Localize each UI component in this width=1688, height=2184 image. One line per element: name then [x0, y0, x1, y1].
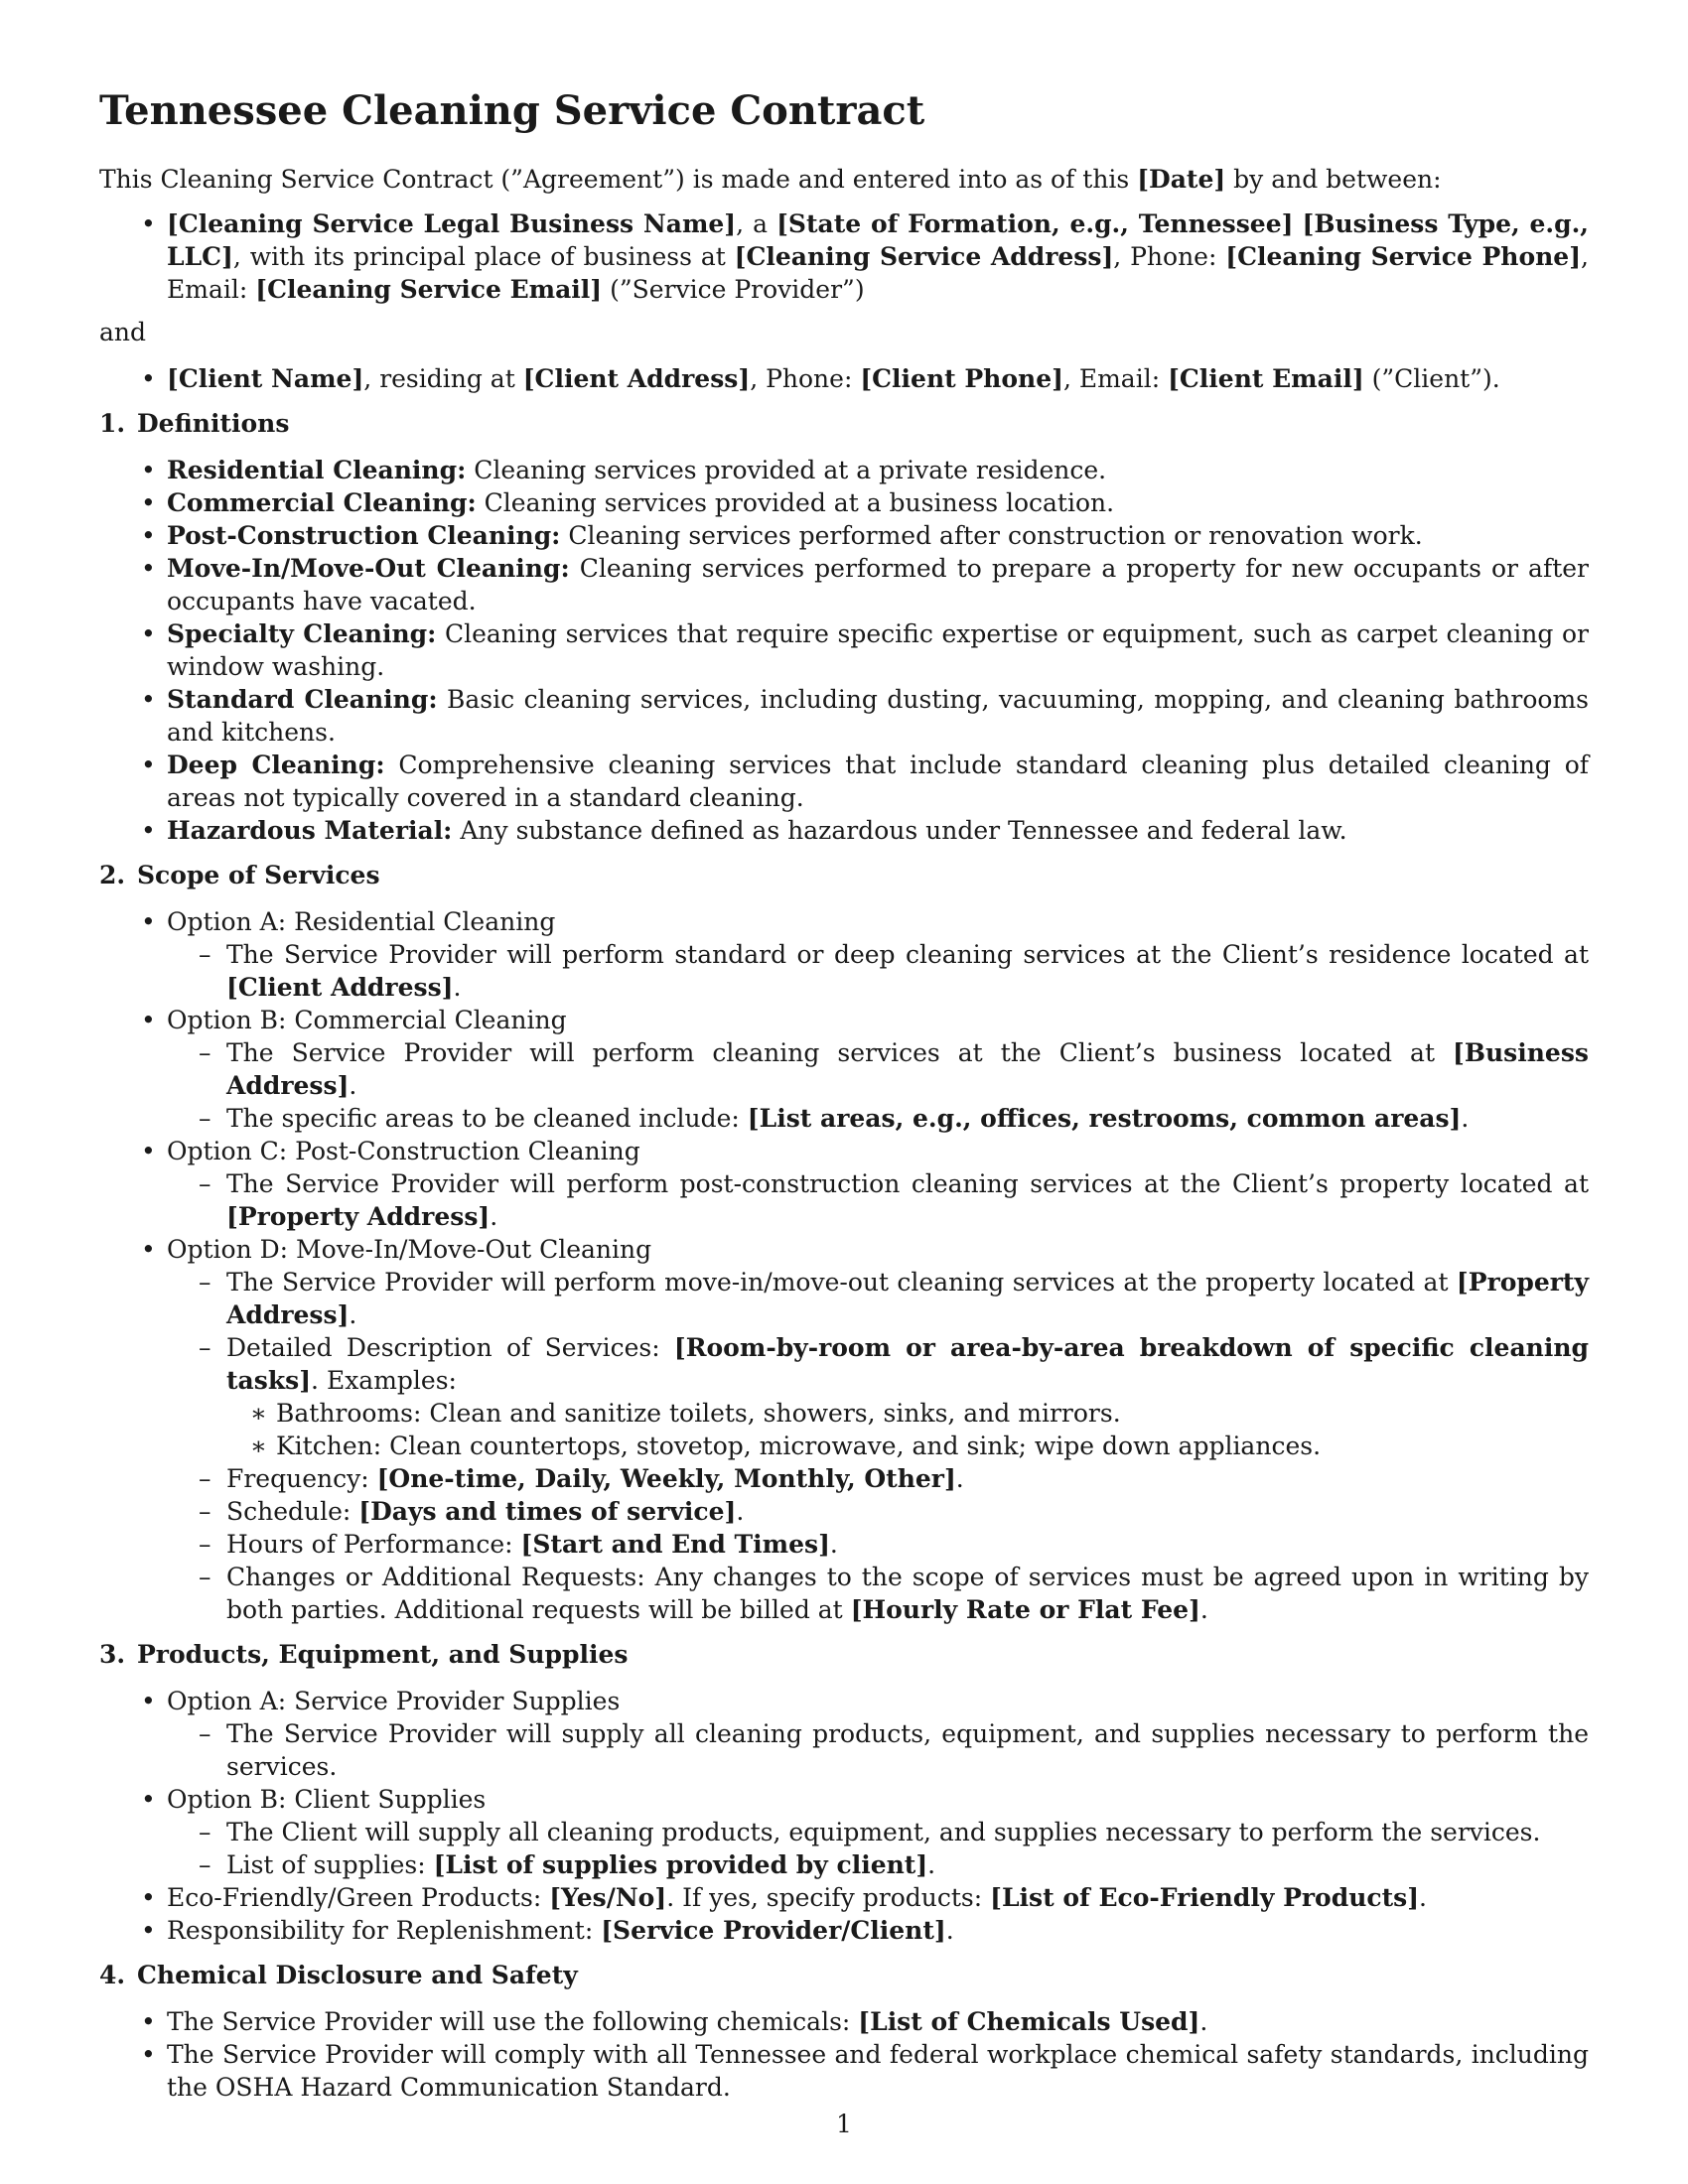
list-item	[99, 454, 1589, 486]
term: Standard Cleaning:	[167, 685, 438, 714]
section-number: 3.	[99, 1640, 126, 1669]
list-item	[99, 683, 1589, 749]
field-placeholder: [Room-by-room or area-by-area breakdown of specific cleaning tasks]	[226, 1333, 1589, 1395]
option-label: Option D: Move-In/Move-Out Cleaning	[167, 1235, 652, 1264]
list-item	[167, 1331, 1589, 1462]
client-list	[99, 362, 1589, 395]
definition: Comprehensive cleaning services that include standard cleaning plus detailed cleaning of areas not typically covered in a standard cleaning.	[167, 751, 1589, 812]
section-title: Definitions	[137, 409, 290, 438]
intro-text-end: by and between:	[1225, 165, 1442, 194]
field-placeholder: [Start and End Times]	[520, 1530, 830, 1559]
text: .	[1199, 2007, 1208, 2036]
text: .	[1461, 1104, 1470, 1133]
list-item	[167, 1528, 1589, 1561]
option-a	[99, 1685, 1589, 1783]
text: . If yes, specify products:	[666, 1883, 991, 1912]
list-item	[99, 552, 1589, 617]
text: , with its principal place of business at	[232, 242, 735, 271]
page-number: 1	[836, 2110, 852, 2138]
option-label: Option A: Service Provider Supplies	[167, 1687, 621, 1715]
list-item	[99, 486, 1589, 519]
provider-name-field: [Cleaning Service Legal Business Name]	[167, 209, 737, 238]
field-placeholder: [List of Eco-Friendly Products]	[990, 1883, 1420, 1912]
text: List of supplies:	[226, 1850, 434, 1879]
list-item: ∗ Kitchen: Clean countertops, stovetop, microwave, and sink; wipe down appliances.	[226, 1430, 1589, 1462]
definition: Basic cleaning services, including dusting, vacuuming, mopping, and cleaning bathrooms and kitchens.	[167, 685, 1589, 747]
text: , Phone:	[1113, 242, 1226, 271]
list-item	[99, 749, 1589, 814]
option-b	[99, 1783, 1589, 1881]
list-item	[99, 617, 1589, 683]
provider-phone-field: [Cleaning Service Phone]	[1225, 242, 1582, 271]
text: .	[490, 1202, 498, 1231]
list-item	[167, 1462, 1589, 1495]
term: Move-In/Move-Out Cleaning:	[167, 554, 570, 583]
option-b-sublist	[167, 1816, 1589, 1881]
text: Frequency:	[226, 1464, 377, 1493]
list-item: ∗ Bathrooms: Clean and sanitize toilets, showers, sinks, and mirrors.	[226, 1397, 1589, 1430]
client-name-field: [Client Name]	[167, 364, 364, 393]
text: , Phone:	[750, 364, 861, 393]
field-placeholder: [Hourly Rate or Flat Fee]	[850, 1595, 1200, 1624]
text: .	[927, 1850, 936, 1879]
text: The Service Provider will perform move-in/move-out cleaning services at the property located at	[226, 1268, 1457, 1297]
option-label: Option A: Residential Cleaning	[167, 907, 556, 936]
field-placeholder: [Business Address]	[226, 1038, 1589, 1100]
text: .	[1419, 1883, 1427, 1912]
section-heading-chemical	[99, 1959, 1589, 1991]
text: Responsibility for Replenishment:	[167, 1916, 602, 1945]
text: , a	[736, 209, 777, 238]
definition: Cleaning services provided at a business location.	[476, 488, 1115, 517]
section-heading-products	[99, 1638, 1589, 1671]
list-item	[167, 1848, 1589, 1881]
client-phone-field: [Client Phone]	[860, 364, 1063, 393]
option-d-sublist	[167, 1266, 1589, 1626]
client-email-field: [Client Email]	[1168, 364, 1364, 393]
list-item	[99, 519, 1589, 552]
option-b-sublist	[167, 1036, 1589, 1135]
list-item: – The Client will supply all cleaning products, equipment, and supplies necessary to perform the services.	[167, 1816, 1589, 1848]
text: Changes or Additional Requests: Any changes to the scope of services must be agreed upon in writing by both parties. Additional requests will be billed at	[226, 1563, 1589, 1624]
option-a	[99, 905, 1589, 1004]
text: , Email:	[167, 242, 1589, 304]
replenishment-item	[99, 1914, 1589, 1947]
text: The specific areas to be cleaned include:	[226, 1104, 748, 1133]
term: Deep Cleaning:	[167, 751, 385, 779]
text	[1293, 209, 1302, 238]
document-title: Tennessee Cleaning Service Contract	[99, 87, 925, 134]
section-heading-scope	[99, 859, 1589, 891]
text: , residing at	[363, 364, 523, 393]
field-placeholder: [Service Provider/Client]	[601, 1916, 946, 1945]
option-d	[99, 1233, 1589, 1626]
definition: Cleaning services performed after construction or renovation work.	[560, 521, 1423, 550]
text: .	[736, 1497, 745, 1526]
text: Hours of Performance:	[226, 1530, 521, 1559]
list-item	[167, 1102, 1589, 1135]
option-c	[99, 1135, 1589, 1233]
field-placeholder: [Yes/No]	[549, 1883, 667, 1912]
text: The Service Provider will perform post-construction cleaning services at the Client’s property located at	[226, 1169, 1589, 1198]
term: Commercial Cleaning:	[167, 488, 477, 517]
definition: Cleaning services provided at a private residence.	[466, 456, 1107, 484]
option-b	[99, 1004, 1589, 1135]
text: .	[349, 1300, 357, 1329]
section-title: Products, Equipment, and Supplies	[137, 1640, 629, 1669]
text: Detailed Description of Services:	[226, 1333, 674, 1362]
text: (”Client”).	[1363, 364, 1500, 393]
term: Hazardous Material:	[167, 816, 453, 845]
provider-email-field: [Cleaning Service Email]	[255, 275, 603, 304]
and-text: and	[99, 318, 147, 346]
option-label: Option B: Commercial Cleaning	[167, 1006, 567, 1034]
chemical-list	[99, 2005, 1589, 2104]
text: .	[945, 1916, 954, 1945]
provider-type-field: [Business Type, e.g., LLC]	[167, 209, 1590, 271]
section-number: 1.	[99, 409, 126, 438]
section-heading-definitions	[99, 407, 1589, 440]
text: , Email:	[1062, 364, 1169, 393]
list-item: • The Service Provider will comply with all Tennessee and federal workplace chemical safety standards, including the OSHA Hazard Communication Standard.	[99, 2038, 1589, 2104]
text: The Service Provider will use the following chemicals:	[167, 2007, 859, 2036]
list-item	[167, 1495, 1589, 1528]
definition: Any substance defined as hazardous under Tennessee and federal law.	[452, 816, 1347, 845]
list-item	[167, 1167, 1589, 1233]
definition: Cleaning services performed to prepare a property for new occupants or after occupants have vacated.	[167, 554, 1589, 615]
text: The Service Provider will perform cleaning services at the Client’s business located at	[226, 1038, 1454, 1067]
provider-list	[99, 207, 1589, 306]
term: Specialty Cleaning:	[167, 619, 437, 648]
option-a-sublist	[167, 1717, 1589, 1783]
date-field: [Date]	[1137, 165, 1226, 194]
text: .	[829, 1530, 838, 1559]
section-title: Chemical Disclosure and Safety	[137, 1961, 578, 1989]
list-item	[167, 1266, 1589, 1331]
provider-item	[99, 207, 1589, 306]
list-item	[167, 938, 1589, 1004]
option-label: Option C: Post-Construction Cleaning	[167, 1137, 640, 1165]
client-item	[99, 362, 1589, 395]
list-item	[99, 2005, 1589, 2038]
text: . Examples:	[311, 1366, 457, 1395]
client-address-field: [Client Address]	[522, 364, 751, 393]
option-c-sublist	[167, 1167, 1589, 1233]
section-title: Scope of Services	[137, 861, 380, 889]
definition: Cleaning services that require specific expertise or equipment, such as carpet cleaning or window washing.	[167, 619, 1589, 681]
examples-list	[226, 1397, 1589, 1462]
option-label: Option B: Client Supplies	[167, 1785, 487, 1814]
intro-paragraph	[99, 163, 1589, 196]
text: Schedule:	[226, 1497, 359, 1526]
section-number: 4.	[99, 1961, 126, 1989]
field-placeholder: [List of Chemicals Used]	[858, 2007, 1200, 2036]
text: .	[349, 1071, 357, 1100]
products-list	[99, 1685, 1589, 1947]
text: .	[453, 973, 462, 1002]
list-item	[167, 1561, 1589, 1626]
provider-state-field: [State of Formation, e.g., Tennessee]	[776, 209, 1294, 238]
section-number: 2.	[99, 861, 126, 889]
provider-address-field: [Cleaning Service Address]	[734, 242, 1114, 271]
field-placeholder: [List areas, e.g., offices, restrooms, common areas]	[747, 1104, 1462, 1133]
list-item	[99, 814, 1589, 847]
text: .	[1199, 1595, 1208, 1624]
term: Post-Construction Cleaning:	[167, 521, 561, 550]
field-placeholder: [Property Address]	[226, 1268, 1589, 1329]
field-placeholder: [Property Address]	[226, 1202, 491, 1231]
option-a-sublist	[167, 938, 1589, 1004]
eco-products-item	[99, 1881, 1589, 1914]
definitions-list	[99, 454, 1589, 847]
list-item: – The Service Provider will supply all cleaning products, equipment, and supplies necessary to perform the services.	[167, 1717, 1589, 1783]
scope-list	[99, 905, 1589, 1626]
text: The Service Provider will perform standard or deep cleaning services at the Client’s residence located at	[226, 940, 1589, 969]
term: Residential Cleaning:	[167, 456, 467, 484]
text: (”Service Provider”)	[602, 275, 865, 304]
intro-text: This Cleaning Service Contract (”Agreement”) is made and entered into as of this	[99, 165, 1138, 194]
text: .	[955, 1464, 964, 1493]
field-placeholder: [Days and times of service]	[358, 1497, 737, 1526]
text: Eco-Friendly/Green Products:	[167, 1883, 550, 1912]
field-placeholder: [List of supplies provided by client]	[433, 1850, 928, 1879]
field-placeholder: [One-time, Daily, Weekly, Monthly, Other]	[376, 1464, 956, 1493]
list-item	[167, 1036, 1589, 1102]
field-placeholder: [Client Address]	[226, 973, 454, 1002]
